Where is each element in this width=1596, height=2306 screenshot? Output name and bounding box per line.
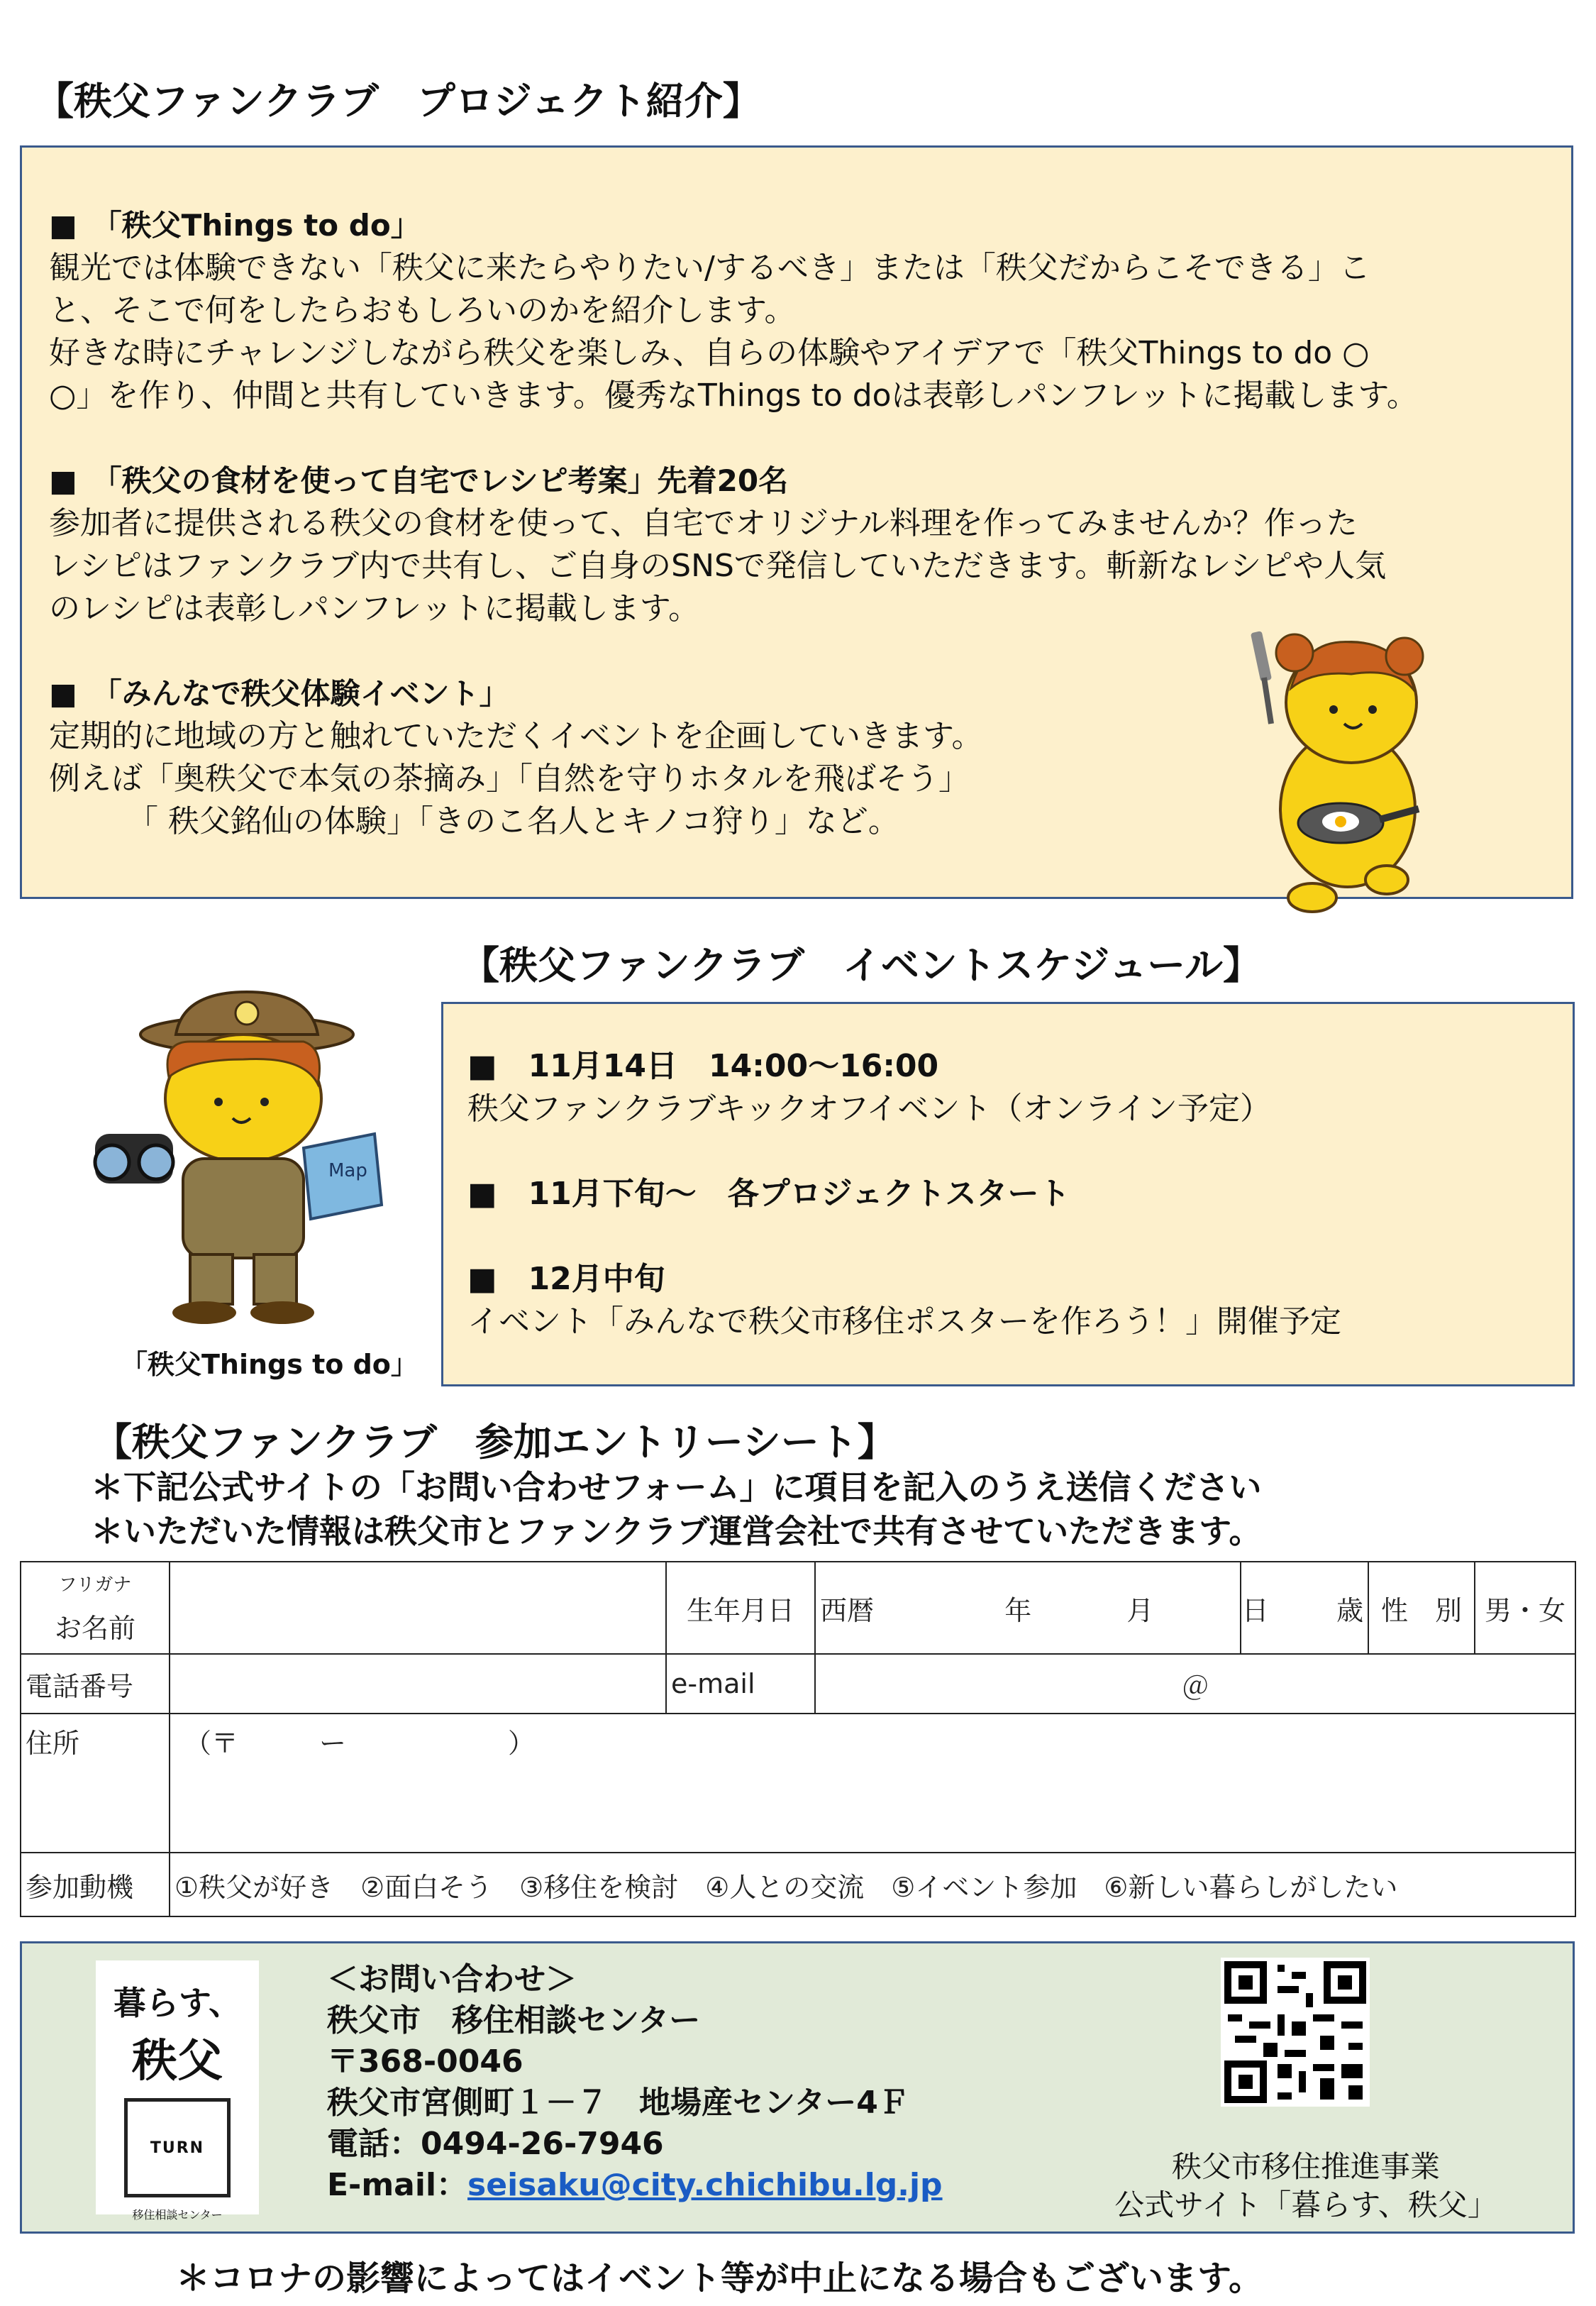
phone-input[interactable]: [170, 1654, 666, 1714]
day-label: 日: [1241, 1594, 1269, 1626]
contact-phone: 電話：0494-26-7946: [327, 2126, 664, 2162]
postal-placeholder: （〒 ー ）: [184, 1728, 536, 1759]
year-label: 年: [1004, 1594, 1032, 1626]
mascot-caption: 「秩父Things to do」: [121, 1349, 418, 1380]
logo-text-line1: 暮らす、: [113, 1984, 242, 2022]
gender-select[interactable]: 男・女: [1475, 1562, 1575, 1654]
motive-label: 参加動機: [21, 1853, 170, 1916]
contact-org: 秩父市 移住相談センター: [327, 2002, 701, 2039]
age-label: 歳: [1336, 1594, 1363, 1626]
furigana-label: フリガナ: [58, 1574, 132, 1596]
contact-box: [20, 1941, 1575, 2234]
project-text: 好きな時にチャレンジしながら秩父を楽しみ、自らの体験やアイデアで「秩父Things to do ○: [49, 335, 1370, 371]
qr-caption-2: 公式サイト「暮らす、秩父」: [1114, 2188, 1497, 2222]
project-title-recipe: ■ 「秩父の食材を使って自宅でレシピ考案」先着20名: [49, 463, 789, 498]
schedule-item-title: ■ 12月中旬: [467, 1261, 665, 1297]
project-heading: 【秩父ファンクラブ プロジェクト紹介】: [35, 79, 761, 123]
schedule-item-desc: イベント「みんなで秩父市移住ポスターを作ろう！」開催予定: [467, 1303, 1341, 1340]
project-text: 定期的に地域の方と触れていただくイベントを企画していきます。: [49, 718, 983, 754]
project-title-things: ■ 「秩父Things to do」: [49, 208, 421, 243]
contact-info: [327, 1959, 943, 2206]
email-input[interactable]: [815, 1654, 1575, 1714]
email-link[interactable]: seisaku@city.chichibu.lg.jp: [467, 2167, 943, 2203]
gender-label: 性 別: [1368, 1562, 1475, 1654]
footer-note: ＊コロナの影響によってはイベント等が中止になる場合もございます。: [176, 2258, 1263, 2298]
schedule-item-title: ■ 11月下旬～ 各プロジェクトスタート: [467, 1176, 1070, 1212]
project-text: 参加者に提供される秩父の食材を使って、自宅でオリジナル料理を作ってみませんか？作った: [49, 505, 1358, 541]
schedule-box: [441, 1002, 1575, 1386]
name-label-cell: [21, 1562, 170, 1654]
project-text: レシピはファンクラブ内で共有し、ご自身のSNSで発信していただきます。斬新なレシピや人気: [49, 548, 1387, 584]
project-text: 観光では体験できない「秩父に来たらやりたい/するべき」または「秩父だからこそできる」こ: [49, 250, 1370, 286]
schedule-heading: 【秩父ファンクラブ イベントスケジュール】: [461, 943, 1262, 988]
project-text: 「 秩父銘仙の体験」「きのこ名人とキノコ狩り」など。: [49, 803, 899, 839]
project-text: と、そこで何をしたらおもしろいのかを紹介します。: [49, 292, 796, 329]
project-text: 例えば「奥秩父で本気の茶摘み」「自然を守りホタルを飛ばそう」: [49, 761, 970, 797]
email-prefix: E-mail：: [327, 2167, 468, 2203]
cooking-mascot-illustration: [1227, 610, 1433, 922]
contact-postal: 〒368-0046: [327, 2043, 523, 2080]
logo-turn: TURN: [150, 2139, 205, 2157]
kurasu-chichibu-logo: [96, 1960, 259, 2222]
entry-heading: 【秩父ファンクラブ 参加エントリーシート】: [94, 1420, 896, 1464]
project-text: のレシピは表彰しパンフレットに掲載します。: [49, 590, 700, 627]
address-input[interactable]: [170, 1714, 1575, 1853]
entry-note: ＊下記公式サイトの「お問い合わせフォーム」に項目を記入のうえ送信ください: [91, 1468, 1262, 1506]
qr-code[interactable]: [1221, 1958, 1370, 2107]
birth-input[interactable]: [815, 1562, 1269, 1654]
contact-title: ＜お問い合わせ＞: [327, 1961, 577, 1997]
name-input[interactable]: [170, 1562, 666, 1654]
entry-sheet-table: [20, 1561, 1576, 1917]
phone-label: 電話番号: [21, 1654, 170, 1714]
at-sign: ＠: [1181, 1670, 1209, 1702]
contact-address: 秩父市宮側町１－７ 地場産センター4Ｆ: [327, 2085, 909, 2121]
entry-note: ＊いただいた情報は秩父市とファンクラブ運営会社で共有させていただきます。: [91, 1512, 1262, 1550]
address-label: 住所: [21, 1714, 170, 1853]
logo-text-line2: 秩父: [132, 2034, 223, 2087]
seireki-label: 西暦: [820, 1594, 875, 1626]
explorer-mascot-illustration: [91, 992, 403, 1325]
month-label: 月: [1126, 1594, 1154, 1626]
name-label: お名前: [54, 1613, 135, 1644]
birth-label: 生年月日: [666, 1562, 815, 1654]
contact-email-row: [327, 2165, 943, 2206]
email-label: e-mail: [666, 1654, 815, 1714]
schedule-item-title: ■ 11月14日 14:00～16:00: [467, 1048, 939, 1084]
qr-code-icon: [1221, 1958, 1370, 2107]
logo-sub: 移住相談センター: [132, 2208, 223, 2222]
qr-caption-1: 秩父市移住推進事業: [1171, 2149, 1440, 2184]
project-text: ○」を作り、仲間と共有していきます。優秀なThings to doは表彰しパンフレットに掲載します。: [49, 377, 1418, 414]
project-title-event: ■ 「みんなで秩父体験イベント」: [49, 676, 509, 711]
motive-options[interactable]: ①秩父が好き ②面白そう ③移住を検討 ④人との交流 ⑤イベント参加 ⑥新しい暮らしがしたい: [170, 1853, 1575, 1916]
schedule-item-desc: 秩父ファンクラブキックオフイベント（オンライン予定）: [467, 1091, 1271, 1127]
project-list: [49, 204, 1418, 843]
map-label: Map: [328, 1160, 367, 1181]
